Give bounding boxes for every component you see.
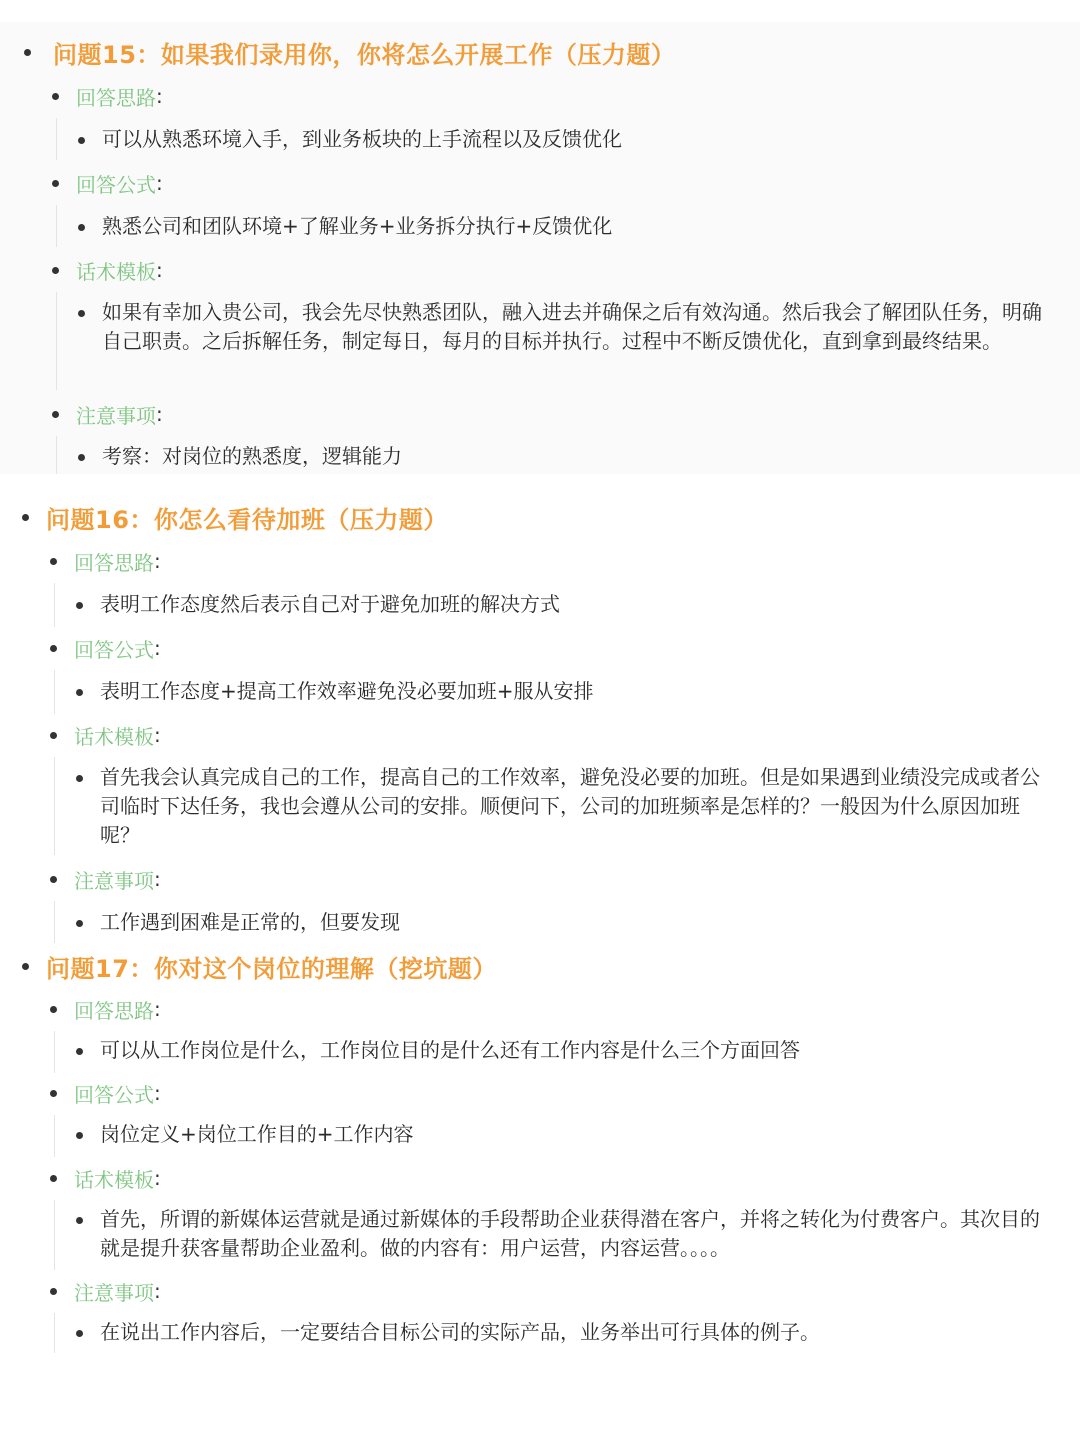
item-text: 表明工作态度+提高工作效率避免没必要加班+服从安排 — [100, 679, 594, 703]
indent-guide — [54, 901, 55, 943]
bullet-icon — [50, 1006, 57, 1013]
bullet-icon — [76, 689, 83, 696]
indent-guide — [54, 1313, 55, 1353]
bullet-icon — [76, 1330, 83, 1337]
bullet-icon — [76, 775, 83, 782]
section-label: 回答公式 — [76, 172, 156, 197]
bullet-icon — [50, 1090, 57, 1097]
bullet-icon — [50, 1288, 57, 1295]
section-heading — [50, 1276, 161, 1306]
section-colon: : — [156, 84, 163, 108]
bullet-icon — [52, 411, 59, 418]
item-text: 可以从工作岗位是什么，工作岗位目的是什么还有工作内容是什么三个方面回答 — [100, 1038, 800, 1062]
bullet-icon — [24, 49, 31, 56]
item-text: 首先我会认真完成自己的工作，提高自己的工作效率，避免没必要的加班。但是如果遇到业绩没完成或者公司临时下达任务，我也会遵从公司的安排。顺便问下，公司的加班频率是怎样的？一般因为什么原因加班呢？ — [100, 765, 1040, 847]
item-text: 如果有幸加入贵公司，我会先尽快熟悉团队，融入进去并确保之后有效沟通。然后我会了解团队任务，明确自己职责。之后拆解任务，制定每日，每月的目标并执行。过程中不断反馈优化，直到拿到最终结果。 — [102, 300, 1042, 353]
section-label: 话术模板 — [74, 1167, 154, 1192]
list-item — [76, 763, 1053, 850]
section-heading — [50, 546, 161, 576]
section-label: 回答公式 — [74, 1082, 154, 1107]
bullet-icon — [76, 602, 83, 609]
bullet-icon — [76, 1217, 83, 1224]
question-title-row — [22, 946, 497, 986]
item-text: 熟悉公司和团队环境+了解业务+业务拆分执行+反馈优化 — [102, 214, 613, 238]
bullet-icon — [50, 645, 57, 652]
list-item — [76, 1120, 1053, 1149]
section-label: 话术模板 — [74, 724, 154, 749]
bullet-icon — [76, 1132, 83, 1139]
indent-guide — [54, 1200, 55, 1270]
bullet-icon — [50, 876, 57, 883]
section-label: 回答思路 — [74, 550, 154, 575]
section-heading — [52, 81, 163, 111]
indent-guide — [54, 1031, 55, 1073]
indent-guide — [54, 757, 55, 855]
item-text: 岗位定义+岗位工作目的+工作内容 — [100, 1122, 414, 1146]
item-text: 在说出工作内容后，一定要结合目标公司的实际产品，业务举出可行具体的例子。 — [100, 1320, 820, 1344]
bullet-icon — [52, 180, 59, 187]
bullet-icon — [78, 310, 85, 317]
section-heading — [52, 168, 163, 198]
bullet-icon — [52, 267, 59, 274]
section-colon: : — [154, 997, 161, 1021]
bullet-icon — [50, 732, 57, 739]
section-colon: : — [156, 258, 163, 282]
section-colon: : — [156, 402, 163, 426]
list-item — [76, 1205, 1053, 1263]
section-label: 注意事项 — [74, 868, 154, 893]
item-text: 工作遇到困难是正常的，但要发现 — [100, 910, 400, 934]
item-text: 表明工作态度然后表示自己对于避免加班的解决方式 — [100, 592, 560, 616]
list-item — [76, 1318, 1053, 1347]
list-item — [76, 1036, 1053, 1065]
section-heading — [52, 255, 163, 285]
bullet-icon — [50, 1175, 57, 1182]
section-colon: : — [154, 549, 161, 573]
question-title-row — [22, 497, 448, 537]
bullet-icon — [22, 514, 29, 521]
section-label: 回答思路 — [76, 85, 156, 110]
section-label: 注意事项 — [76, 403, 156, 428]
list-item — [76, 677, 1053, 706]
list-item — [76, 590, 1053, 619]
question-title-row — [24, 32, 675, 72]
section-heading — [50, 994, 161, 1024]
section-heading — [50, 720, 161, 750]
section-colon: : — [154, 1279, 161, 1303]
section-colon: : — [156, 171, 163, 195]
question-title: 问题15：如果我们录用你，你将怎么开展工作（压力题） — [53, 40, 676, 69]
section-colon: : — [154, 1081, 161, 1105]
section-label: 回答思路 — [74, 998, 154, 1023]
list-item — [76, 908, 1053, 937]
section-colon: : — [154, 636, 161, 660]
section-label: 话术模板 — [76, 259, 156, 284]
section-heading — [50, 633, 161, 663]
section-heading — [52, 399, 163, 429]
indent-guide — [56, 292, 57, 390]
indent-guide — [54, 670, 55, 714]
indent-guide — [54, 1115, 55, 1157]
indent-guide — [56, 205, 57, 247]
list-item — [78, 298, 1053, 356]
list-item — [78, 125, 1053, 154]
list-item — [78, 442, 1053, 471]
bullet-icon — [52, 93, 59, 100]
question-title: 问题16：你怎么看待加班（压力题） — [46, 505, 448, 534]
section-label: 回答公式 — [74, 637, 154, 662]
indent-guide — [56, 436, 57, 474]
item-text: 首先，所谓的新媒体运营就是通过新媒体的手段帮助企业获得潜在客户，并将之转化为付费客户。其次目的就是提升获客量帮助企业盈利。做的内容有：用户运营，内容运营。。。。 — [100, 1207, 1040, 1260]
bullet-icon — [78, 454, 85, 461]
bullet-icon — [22, 963, 29, 970]
section-label: 注意事项 — [74, 1280, 154, 1305]
list-item — [78, 212, 1053, 241]
bullet-icon — [76, 1048, 83, 1055]
section-heading — [50, 1078, 161, 1108]
section-colon: : — [154, 723, 161, 747]
bullet-icon — [76, 920, 83, 927]
item-text: 考察：对岗位的熟悉度，逻辑能力 — [102, 444, 402, 468]
bullet-icon — [78, 224, 85, 231]
indent-guide — [54, 583, 55, 627]
indent-guide — [56, 118, 57, 160]
section-colon: : — [154, 867, 161, 891]
bullet-icon — [78, 137, 85, 144]
item-text: 可以从熟悉环境入手，到业务板块的上手流程以及反馈优化 — [102, 127, 622, 151]
question-title: 问题17：你对这个岗位的理解（挖坑题） — [46, 954, 497, 983]
bullet-icon — [50, 558, 57, 565]
section-heading — [50, 864, 161, 894]
section-heading — [50, 1163, 161, 1193]
section-colon: : — [154, 1166, 161, 1190]
